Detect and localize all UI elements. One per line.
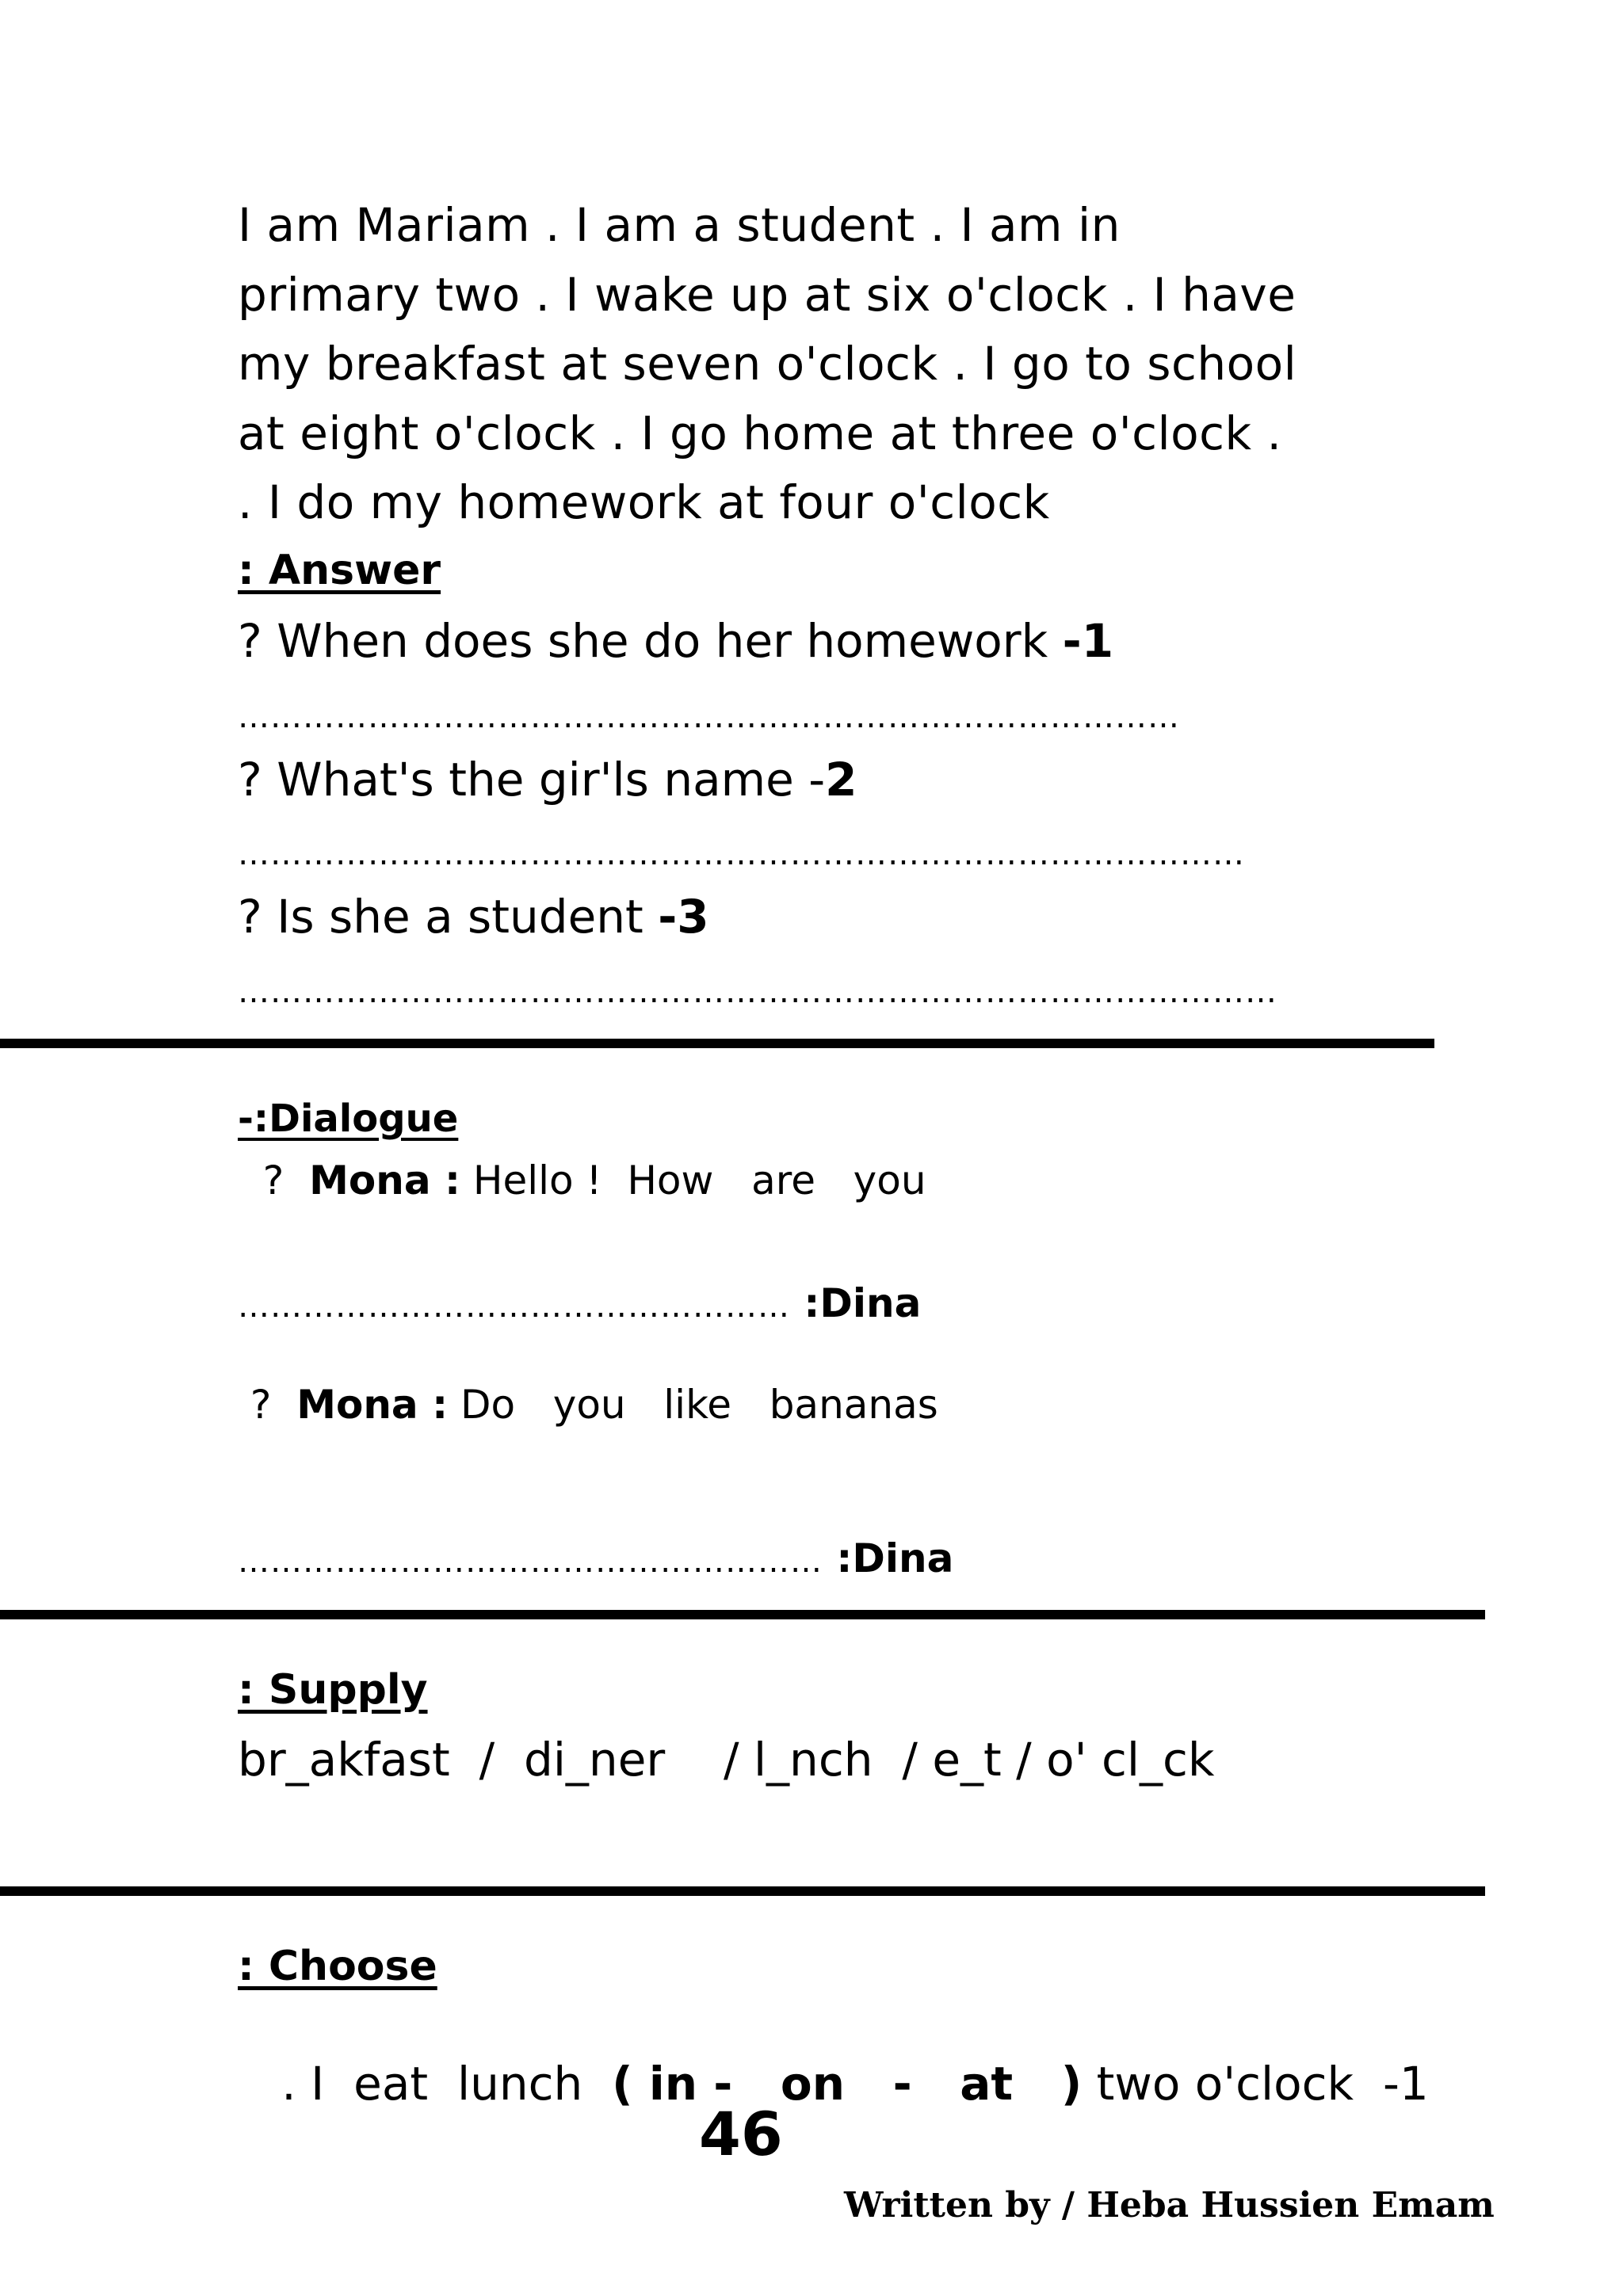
question-number: -3 <box>658 890 709 944</box>
page-number: 46 <box>699 2099 783 2169</box>
question-number: -1 <box>1062 614 1114 668</box>
dialogue-blank[interactable]: ……………………………………………… <box>238 1543 823 1580</box>
answer-question-1 <box>238 614 1114 668</box>
supply-words: br_akfast / di_ner / l_nch / e_t / o' cl_ck <box>238 1733 1215 1787</box>
dialogue-heading: -:Dialogue <box>238 1097 459 1141</box>
dialogue-prefix: ? <box>238 1382 297 1428</box>
dialogue-line-2 <box>238 1280 922 1326</box>
story-line-1: I am Mariam . I am a student . I am in <box>238 198 1121 252</box>
choose-question-1 <box>238 2015 1429 2111</box>
speaker-name: :Dina <box>823 1535 954 1581</box>
choose-start: . I eat lunch <box>266 2057 613 2111</box>
question-text: ? Is she a student <box>238 890 659 944</box>
answer-question-3 <box>238 890 709 944</box>
choose-heading: : Choose <box>238 1943 437 1990</box>
answer-heading: : Answer <box>238 547 441 594</box>
dialogue-text: Hello ! How are you <box>460 1158 926 1203</box>
footer-author: Written by / Heba Hussien Emam <box>844 2185 1495 2225</box>
answer-blank-3[interactable]: …………………………………………………………………………………… <box>238 974 1277 1010</box>
dialogue-text: Do you like bananas <box>448 1382 938 1428</box>
story-line-4: at eight o'clock . I go home at three o'clock . <box>238 406 1282 460</box>
section-divider <box>0 1886 1485 1896</box>
story-line-3: my breakfast at seven o'clock . I go to school <box>238 337 1297 391</box>
choose-end: two o'clock -1 <box>1082 2057 1429 2111</box>
story-line-2: primary two . I wake up at six o'clock . I have <box>238 268 1296 322</box>
answer-blank-1[interactable]: …………………………………………………………………………… <box>238 699 1180 735</box>
dialogue-line-1 <box>238 1158 926 1203</box>
section-divider <box>0 1610 1485 1619</box>
dialogue-line-4 <box>238 1535 954 1581</box>
question-number: 2 <box>825 753 857 807</box>
answer-question-2 <box>238 753 857 807</box>
question-text: ? When does she do her homework <box>238 614 1063 668</box>
speaker-name: :Dina <box>790 1280 922 1326</box>
question-text: ? What's the gir'ls name - <box>238 753 826 807</box>
story-line-5: . I do my homework at four o'clock <box>238 475 1050 529</box>
dialogue-line-3 <box>238 1382 938 1428</box>
supply-heading: : Supply <box>238 1666 428 1714</box>
speaker-name: Mona : <box>296 1382 449 1428</box>
dialogue-prefix: ? <box>238 1158 310 1203</box>
speaker-name: Mona : <box>309 1158 460 1203</box>
section-divider <box>0 1039 1434 1048</box>
answer-blank-2[interactable]: ………………………………………………………………………………… <box>238 836 1245 872</box>
dialogue-blank[interactable]: …………………………………………… <box>238 1288 790 1325</box>
choose-options[interactable]: ( in - on - at ) <box>612 2057 1083 2111</box>
